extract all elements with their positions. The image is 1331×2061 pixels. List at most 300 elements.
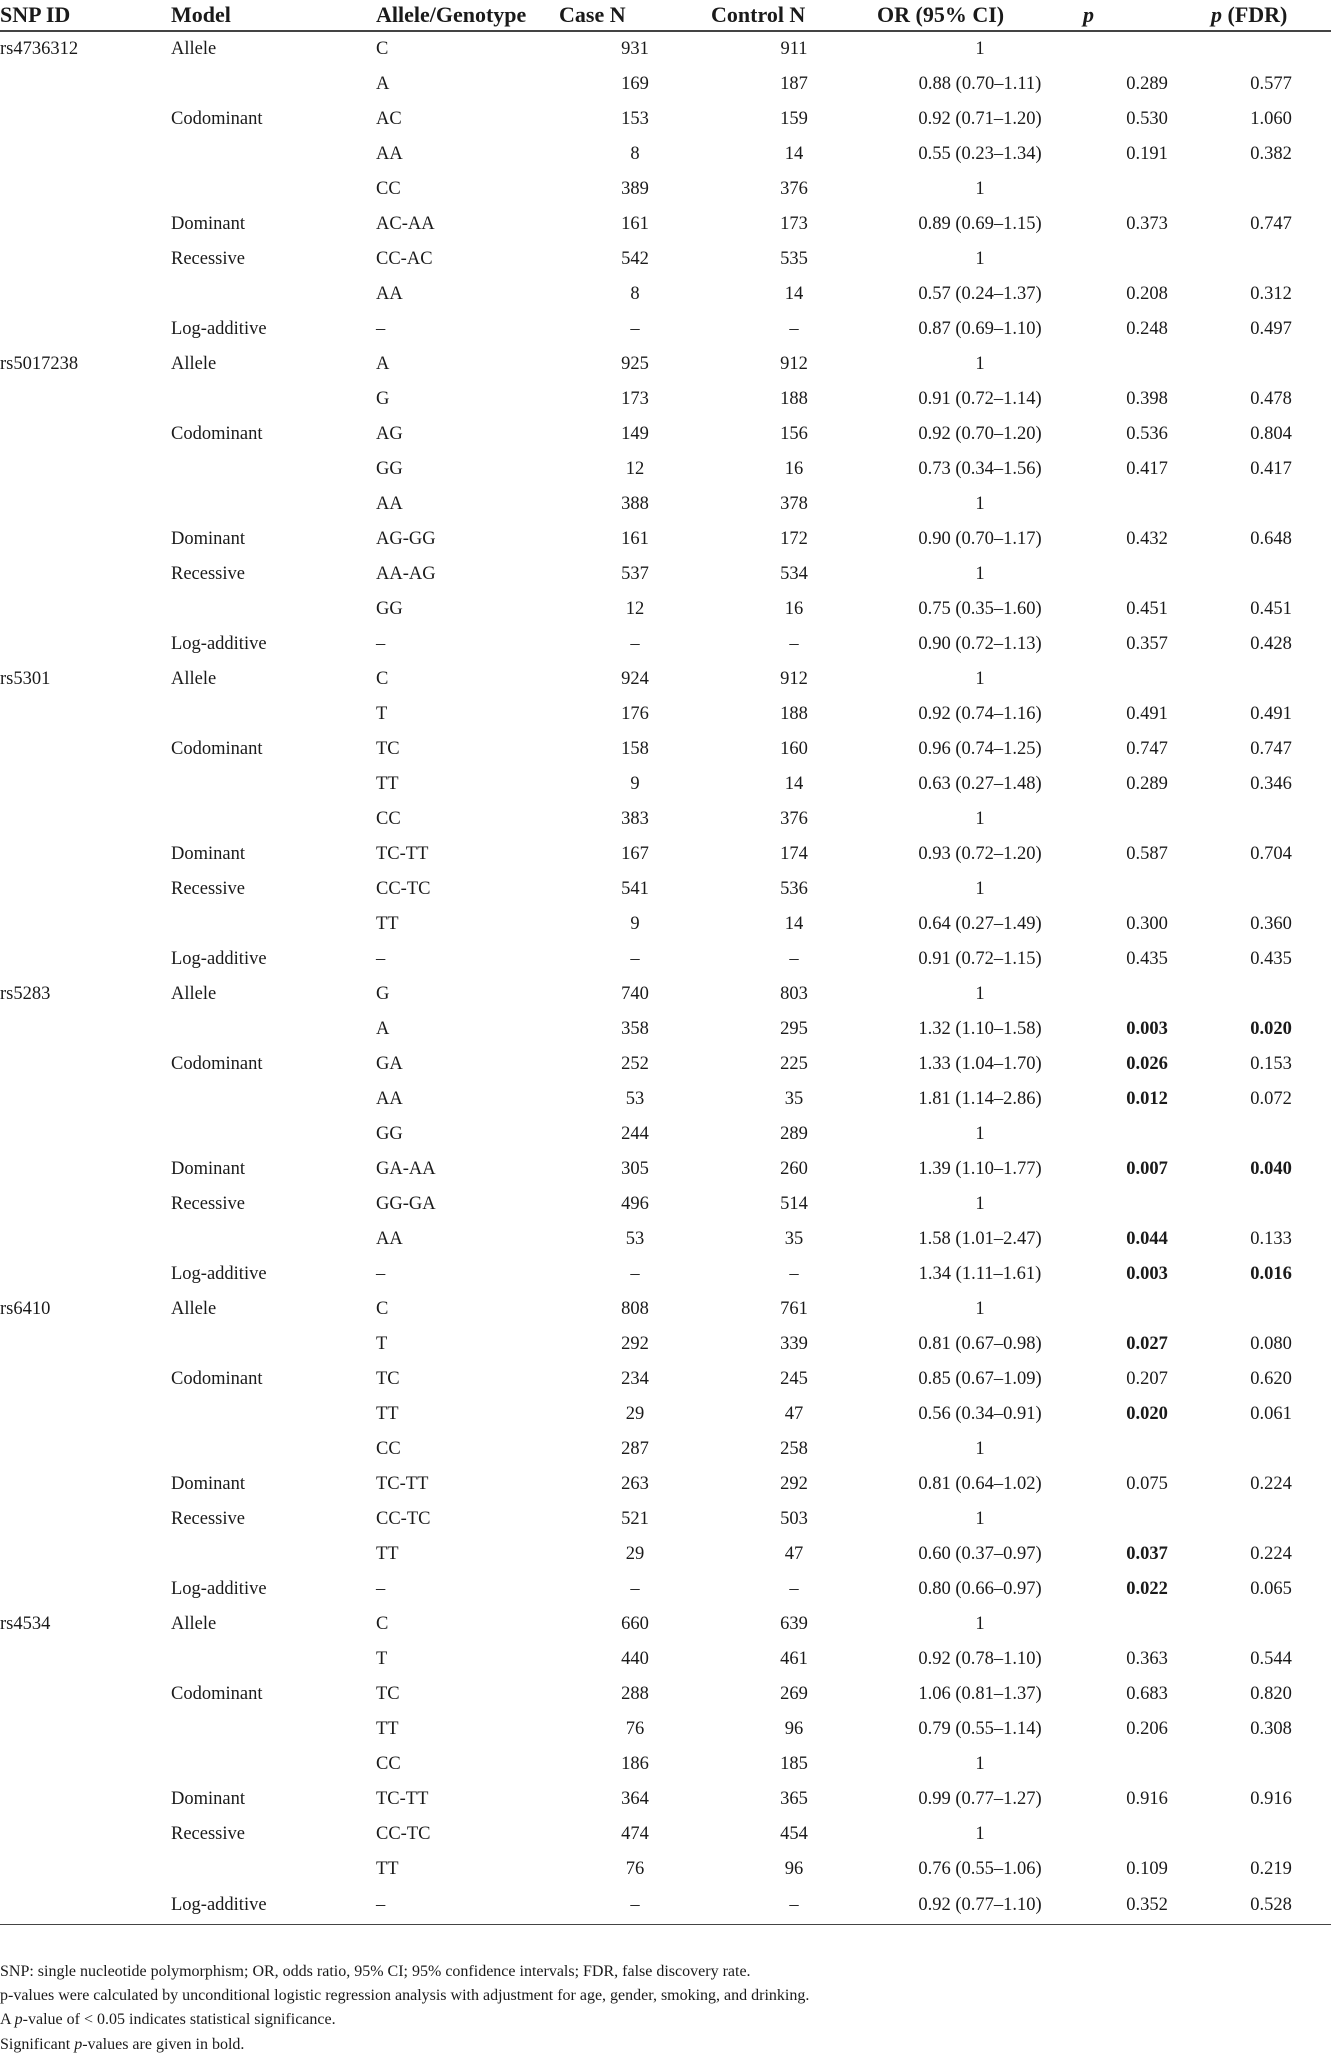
- footnote-bold-prefix: Significant: [0, 2035, 75, 2053]
- cell-model: Codominant: [171, 1054, 263, 1074]
- cell-snp-id: [0, 1117, 171, 1152]
- cell-genotype: TT: [376, 1544, 399, 1564]
- cell-snp-id: rs4534: [0, 1614, 51, 1634]
- cell-case-n: 29: [625, 1404, 645, 1424]
- table-row: [0, 1047, 1331, 1082]
- table-row: [0, 1117, 1331, 1152]
- cell-p-fdr: 0.346: [1250, 774, 1292, 794]
- cell-p: 0.007: [1126, 1159, 1168, 1179]
- header-case-n: Case N: [559, 0, 711, 31]
- cell-control-n: 14: [784, 284, 804, 304]
- cell-model: Log-additive: [171, 949, 267, 969]
- cell-p-fdr: 0.747: [1250, 739, 1292, 759]
- cell-snp-id: [0, 452, 171, 487]
- header-model: Model: [171, 0, 376, 31]
- cell-model: Codominant: [171, 1369, 263, 1389]
- cell-control-n: 14: [784, 774, 804, 794]
- cell-snp-id: [0, 1572, 171, 1607]
- cell-p-fdr: [1211, 1747, 1331, 1782]
- cell-model: [171, 1712, 376, 1747]
- cell-or-ci: 0.76 (0.55–1.06): [918, 1859, 1042, 1879]
- cell-p-fdr: 0.491: [1250, 704, 1292, 724]
- cell-snp-id: [0, 1362, 171, 1397]
- cell-p-fdr: 0.065: [1250, 1579, 1292, 1599]
- footnote-threshold-suffix: -value of < 0.05 indicates statistical significance.: [22, 2011, 336, 2029]
- cell-p-fdr: 0.804: [1250, 424, 1292, 444]
- cell-or-ci: 1.39 (1.10–1.77): [918, 1159, 1042, 1179]
- cell-model: Codominant: [171, 1684, 263, 1704]
- cell-model: [171, 1537, 376, 1572]
- cell-model: Log-additive: [171, 1579, 267, 1599]
- cell-snp-id: [0, 697, 171, 732]
- cell-model: [171, 1117, 376, 1152]
- cell-control-n: 461: [780, 1649, 808, 1669]
- table-row: [0, 977, 1331, 1012]
- table-row: [0, 1362, 1331, 1397]
- cell-genotype: A: [376, 354, 390, 374]
- cell-p-fdr: [1211, 31, 1331, 67]
- cell-snp-id: [0, 1852, 171, 1887]
- cell-or-ci: 0.89 (0.69–1.15): [918, 214, 1042, 234]
- cell-case-n: 149: [621, 424, 649, 444]
- cell-model: Dominant: [171, 844, 245, 864]
- cell-p-fdr: [1211, 1817, 1331, 1852]
- cell-model: [171, 697, 376, 732]
- cell-genotype: C: [376, 1299, 389, 1319]
- footnote-bold-p: p: [74, 2035, 83, 2053]
- cell-or-ci: 0.56 (0.34–0.91): [918, 1404, 1042, 1424]
- cell-p-fdr: 0.040: [1250, 1159, 1292, 1179]
- table-row: [0, 837, 1331, 872]
- table-row: [0, 1152, 1331, 1187]
- cell-model: Log-additive: [171, 1264, 267, 1284]
- cell-or-ci: 1.33 (1.04–1.70): [918, 1054, 1042, 1074]
- cell-genotype: C: [376, 39, 389, 59]
- cell-case-n: 263: [621, 1474, 649, 1494]
- cell-model: [171, 1642, 376, 1677]
- cell-snp-id: [0, 1782, 171, 1817]
- table-footnotes: [0, 1960, 1331, 2057]
- cell-p: [1083, 1747, 1211, 1782]
- cell-p: [1083, 1432, 1211, 1467]
- table-row: [0, 1327, 1331, 1362]
- table-row: [0, 1222, 1331, 1257]
- cell-model: [171, 907, 376, 942]
- cell-p-fdr: 0.916: [1250, 1789, 1292, 1809]
- cell-p: [1083, 347, 1211, 382]
- cell-snp-id: [0, 67, 171, 102]
- cell-snp-id: [0, 802, 171, 837]
- cell-control-n: 639: [780, 1614, 808, 1634]
- cell-p-fdr: 0.417: [1250, 459, 1292, 479]
- cell-case-n: 388: [621, 494, 649, 514]
- footnote-bold: [0, 2033, 1331, 2057]
- cell-genotype: –: [376, 949, 386, 969]
- cell-p-fdr: 0.704: [1250, 844, 1292, 864]
- cell-genotype: TT: [376, 774, 399, 794]
- cell-p: [1083, 31, 1211, 67]
- cell-p: 0.207: [1126, 1369, 1168, 1389]
- cell-genotype: AG: [376, 424, 403, 444]
- table-body: [0, 31, 1331, 1925]
- cell-p-fdr: 0.528: [1211, 1887, 1331, 1925]
- cell-p: 0.208: [1126, 284, 1168, 304]
- cell-p-fdr: 0.451: [1250, 599, 1292, 619]
- cell-case-n: 234: [621, 1369, 649, 1389]
- cell-or-ci: 1: [975, 1509, 985, 1529]
- cell-p: 0.373: [1126, 214, 1168, 234]
- table-row: [0, 662, 1331, 697]
- cell-p-fdr: 0.747: [1250, 214, 1292, 234]
- cell-model: Log-additive: [171, 634, 267, 654]
- cell-snp-id: [0, 592, 171, 627]
- table-row: [0, 31, 1331, 67]
- cell-snp-id: [0, 1327, 171, 1362]
- cell-control-n: 535: [780, 249, 808, 269]
- cell-control-n: 187: [780, 74, 808, 94]
- cell-p-fdr: 0.360: [1250, 914, 1292, 934]
- cell-p: 0.432: [1126, 529, 1168, 549]
- table-row: [0, 1677, 1331, 1712]
- table-row: [0, 1467, 1331, 1502]
- cell-p-fdr: 0.219: [1250, 1859, 1292, 1879]
- cell-model: [171, 1327, 376, 1362]
- cell-case-n: 542: [621, 249, 649, 269]
- cell-or-ci: 0.92 (0.74–1.16): [918, 704, 1042, 724]
- cell-p: 0.916: [1126, 1789, 1168, 1809]
- cell-p-fdr: 0.620: [1250, 1369, 1292, 1389]
- cell-model: Dominant: [171, 529, 245, 549]
- cell-model: Allele: [171, 354, 217, 374]
- cell-model: Log-additive: [171, 319, 267, 339]
- cell-genotype: AA: [376, 494, 403, 514]
- table-row: [0, 627, 1331, 662]
- cell-case-n: 9: [630, 914, 640, 934]
- cell-genotype: CC: [376, 1754, 401, 1774]
- cell-genotype: TC-TT: [376, 844, 429, 864]
- cell-p: 0.530: [1126, 109, 1168, 129]
- cell-case-n: 161: [621, 214, 649, 234]
- cell-p: 0.398: [1126, 389, 1168, 409]
- cell-model: [171, 1012, 376, 1047]
- cell-control-n: 260: [780, 1159, 808, 1179]
- cell-control-n: 47: [784, 1544, 804, 1564]
- cell-model: Recessive: [171, 249, 245, 269]
- cell-p-fdr: [1211, 242, 1331, 277]
- cell-or-ci: 0.63 (0.27–1.48): [918, 774, 1042, 794]
- table-row: [0, 277, 1331, 312]
- cell-p-fdr: [1211, 1432, 1331, 1467]
- cell-model: [171, 592, 376, 627]
- cell-snp-id: [0, 1712, 171, 1747]
- cell-genotype: –: [376, 1579, 386, 1599]
- cell-p-fdr: 0.224: [1250, 1544, 1292, 1564]
- cell-or-ci: 0.73 (0.34–1.56): [918, 459, 1042, 479]
- cell-case-n: –: [630, 319, 640, 339]
- cell-case-n: 389: [621, 179, 649, 199]
- cell-genotype: A: [376, 74, 390, 94]
- cell-model: Dominant: [171, 214, 245, 234]
- footnote-abbreviations: SNP: single nucleotide polymorphism; OR, odds ratio, 95% CI; 95% confidence intervals; FDR, false discovery rate.: [0, 1963, 751, 1980]
- cell-snp-id: [0, 207, 171, 242]
- cell-or-ci: 1: [975, 1299, 985, 1319]
- cell-genotype: AA: [376, 144, 403, 164]
- cell-p: 0.747: [1126, 739, 1168, 759]
- cell-p-fdr: 0.308: [1250, 1719, 1292, 1739]
- cell-snp-id: [0, 102, 171, 137]
- cell-or-ci: 1: [975, 1124, 985, 1144]
- cell-genotype: GA-AA: [376, 1159, 436, 1179]
- cell-or-ci: 1: [975, 354, 985, 374]
- cell-snp-id: [0, 1082, 171, 1117]
- cell-genotype: TT: [376, 1404, 399, 1424]
- cell-or-ci: 1.34 (1.11–1.61): [918, 1264, 1042, 1284]
- cell-or-ci: 0.57 (0.24–1.37): [918, 284, 1042, 304]
- cell-snp-id: [0, 942, 171, 977]
- cell-case-n: 12: [625, 599, 645, 619]
- cell-case-n: –: [559, 1887, 711, 1925]
- cell-case-n: 474: [621, 1824, 649, 1844]
- cell-p: 0.022: [1126, 1579, 1168, 1599]
- cell-p: [1083, 1292, 1211, 1327]
- cell-genotype: –: [376, 1264, 386, 1284]
- cell-or-ci: 1.32 (1.10–1.58): [918, 1019, 1042, 1039]
- cell-control-n: –: [789, 1579, 799, 1599]
- cell-or-ci: 0.75 (0.35–1.60): [918, 599, 1042, 619]
- cell-snp-id: [0, 417, 171, 452]
- table-row: [0, 1502, 1331, 1537]
- cell-case-n: 186: [621, 1754, 649, 1774]
- cell-p-fdr: 0.478: [1250, 389, 1292, 409]
- cell-control-n: 258: [780, 1439, 808, 1459]
- cell-genotype: –: [376, 634, 386, 654]
- cell-genotype: AG-GG: [376, 529, 436, 549]
- cell-or-ci: 1: [975, 564, 985, 584]
- table-row: [0, 487, 1331, 522]
- cell-genotype: A: [376, 1019, 390, 1039]
- cell-p: 0.003: [1126, 1264, 1168, 1284]
- table-row: [0, 1887, 1331, 1925]
- cell-or-ci: 1: [975, 879, 985, 899]
- cell-p-fdr: 0.224: [1250, 1474, 1292, 1494]
- cell-case-n: 167: [621, 844, 649, 864]
- cell-genotype: C: [376, 1614, 389, 1634]
- cell-or-ci: 1: [975, 1439, 985, 1459]
- cell-snp-id: [0, 1677, 171, 1712]
- cell-control-n: 365: [780, 1789, 808, 1809]
- cell-genotype: TC: [376, 1369, 400, 1389]
- cell-p: [1083, 872, 1211, 907]
- cell-p: [1083, 977, 1211, 1012]
- cell-or-ci: 1.06 (0.81–1.37): [918, 1684, 1042, 1704]
- cell-snp-id: [0, 1467, 171, 1502]
- cell-snp-id: [0, 1537, 171, 1572]
- cell-genotype: –: [376, 1887, 559, 1925]
- table-row: [0, 137, 1331, 172]
- cell-or-ci: 0.99 (0.77–1.27): [918, 1789, 1042, 1809]
- cell-case-n: –: [630, 949, 640, 969]
- cell-genotype: AC-AA: [376, 214, 435, 234]
- cell-control-n: 172: [780, 529, 808, 549]
- cell-snp-id: [0, 522, 171, 557]
- cell-p: 0.191: [1126, 144, 1168, 164]
- table-row: [0, 942, 1331, 977]
- cell-control-n: 534: [780, 564, 808, 584]
- cell-control-n: 339: [780, 1334, 808, 1354]
- table-row: [0, 1747, 1331, 1782]
- table-row: [0, 1572, 1331, 1607]
- cell-p: 0.012: [1126, 1089, 1168, 1109]
- cell-snp-id: [0, 172, 171, 207]
- cell-p-fdr: 0.428: [1250, 634, 1292, 654]
- table-row: [0, 522, 1331, 557]
- cell-genotype: AA: [376, 1089, 403, 1109]
- cell-case-n: 29: [625, 1544, 645, 1564]
- cell-p-fdr: 0.382: [1250, 144, 1292, 164]
- cell-model: Recessive: [171, 1824, 245, 1844]
- cell-case-n: 288: [621, 1684, 649, 1704]
- cell-or-ci: 0.60 (0.37–0.97): [918, 1544, 1042, 1564]
- cell-or-ci: 1: [975, 1614, 985, 1634]
- cell-or-ci: 1: [975, 809, 985, 829]
- cell-p: 0.491: [1126, 704, 1168, 724]
- cell-model: [171, 487, 376, 522]
- cell-control-n: –: [711, 1887, 877, 1925]
- cell-snp-id: rs4736312: [0, 39, 79, 59]
- cell-snp-id: [0, 872, 171, 907]
- cell-case-n: 364: [621, 1789, 649, 1809]
- cell-control-n: 761: [780, 1299, 808, 1319]
- table-row: [0, 1817, 1331, 1852]
- cell-or-ci: 1: [975, 249, 985, 269]
- cell-snp-id: [0, 382, 171, 417]
- cell-model: [171, 137, 376, 172]
- cell-or-ci: 0.81 (0.64–1.02): [918, 1474, 1042, 1494]
- cell-genotype: GG: [376, 599, 403, 619]
- cell-or-ci: 0.90 (0.72–1.13): [918, 634, 1042, 654]
- cell-snp-id: [0, 1397, 171, 1432]
- cell-p-fdr: 0.435: [1250, 949, 1292, 969]
- cell-genotype: TC: [376, 1684, 400, 1704]
- cell-genotype: CC-AC: [376, 249, 433, 269]
- cell-case-n: 305: [621, 1159, 649, 1179]
- cell-p-fdr: 0.080: [1250, 1334, 1292, 1354]
- cell-case-n: –: [630, 634, 640, 654]
- cell-control-n: –: [789, 949, 799, 969]
- cell-control-n: 16: [784, 459, 804, 479]
- cell-snp-id: [0, 1502, 171, 1537]
- cell-model: Codominant: [171, 109, 263, 129]
- table-row: [0, 557, 1331, 592]
- cell-or-ci: 0.87 (0.69–1.10): [918, 319, 1042, 339]
- cell-p-fdr: 0.312: [1250, 284, 1292, 304]
- table-row: [0, 1082, 1331, 1117]
- cell-p: 0.451: [1126, 599, 1168, 619]
- table-row: [0, 1397, 1331, 1432]
- footnote-threshold-p: p: [14, 2011, 23, 2029]
- cell-control-n: 289: [780, 1124, 808, 1144]
- table-row: [0, 907, 1331, 942]
- cell-or-ci: 0.92 (0.71–1.20): [918, 109, 1042, 129]
- cell-p: [1083, 1117, 1211, 1152]
- cell-snp-id: [0, 907, 171, 942]
- cell-genotype: CC-TC: [376, 1824, 431, 1844]
- cell-p-fdr: [1211, 662, 1331, 697]
- cell-snp-id: [0, 557, 171, 592]
- cell-genotype: TC: [376, 739, 400, 759]
- cell-p: 0.289: [1126, 774, 1168, 794]
- cell-control-n: 536: [780, 879, 808, 899]
- cell-case-n: 244: [621, 1124, 649, 1144]
- cell-p-fdr: 0.648: [1250, 529, 1292, 549]
- cell-snp-id: [0, 277, 171, 312]
- cell-p: [1083, 172, 1211, 207]
- cell-case-n: 541: [621, 879, 649, 899]
- cell-genotype: AA: [376, 1229, 403, 1249]
- cell-genotype: TC-TT: [376, 1789, 429, 1809]
- table-row: [0, 67, 1331, 102]
- cell-snp-id: [0, 1257, 171, 1292]
- cell-or-ci: 1: [975, 494, 985, 514]
- table-row: [0, 1257, 1331, 1292]
- table-row: [0, 452, 1331, 487]
- cell-snp-id: [0, 1012, 171, 1047]
- cell-model: Codominant: [171, 739, 263, 759]
- cell-control-n: –: [789, 319, 799, 339]
- table-row: [0, 1852, 1331, 1887]
- cell-control-n: 376: [780, 179, 808, 199]
- cell-model: [171, 67, 376, 102]
- cell-genotype: AA-AG: [376, 564, 436, 584]
- cell-case-n: 252: [621, 1054, 649, 1074]
- cell-p: [1083, 487, 1211, 522]
- cell-model: Recessive: [171, 1509, 245, 1529]
- cell-snp-id: rs5301: [0, 669, 51, 689]
- cell-p: 0.289: [1126, 74, 1168, 94]
- cell-genotype: CC: [376, 1439, 401, 1459]
- table-row: [0, 1782, 1331, 1817]
- cell-p: [1083, 802, 1211, 837]
- cell-snp-id: [0, 1887, 171, 1925]
- header-p-fdr-suffix: (FDR): [1222, 2, 1288, 27]
- cell-control-n: 503: [780, 1509, 808, 1529]
- table-row: [0, 242, 1331, 277]
- cell-p-fdr: [1211, 347, 1331, 382]
- cell-p: 0.536: [1126, 424, 1168, 444]
- cell-control-n: 156: [780, 424, 808, 444]
- cell-case-n: 740: [621, 984, 649, 1004]
- cell-or-ci: 0.90 (0.70–1.17): [918, 529, 1042, 549]
- table-row: [0, 347, 1331, 382]
- cell-control-n: 35: [784, 1089, 804, 1109]
- cell-case-n: –: [630, 1579, 640, 1599]
- table-row: [0, 382, 1331, 417]
- cell-model: Codominant: [171, 424, 263, 444]
- cell-snp-id: [0, 312, 171, 347]
- header-p-fdr-letter: p: [1211, 2, 1222, 27]
- cell-case-n: 292: [621, 1334, 649, 1354]
- cell-p-fdr: 0.497: [1250, 319, 1292, 339]
- cell-p: [1083, 1607, 1211, 1642]
- cell-model: [171, 802, 376, 837]
- cell-genotype: AA: [376, 284, 403, 304]
- cell-control-n: 225: [780, 1054, 808, 1074]
- cell-model: Allele: [171, 1614, 217, 1634]
- cell-p: 0.357: [1126, 634, 1168, 654]
- cell-case-n: 53: [625, 1229, 645, 1249]
- cell-snp-id: [0, 767, 171, 802]
- cell-case-n: 383: [621, 809, 649, 829]
